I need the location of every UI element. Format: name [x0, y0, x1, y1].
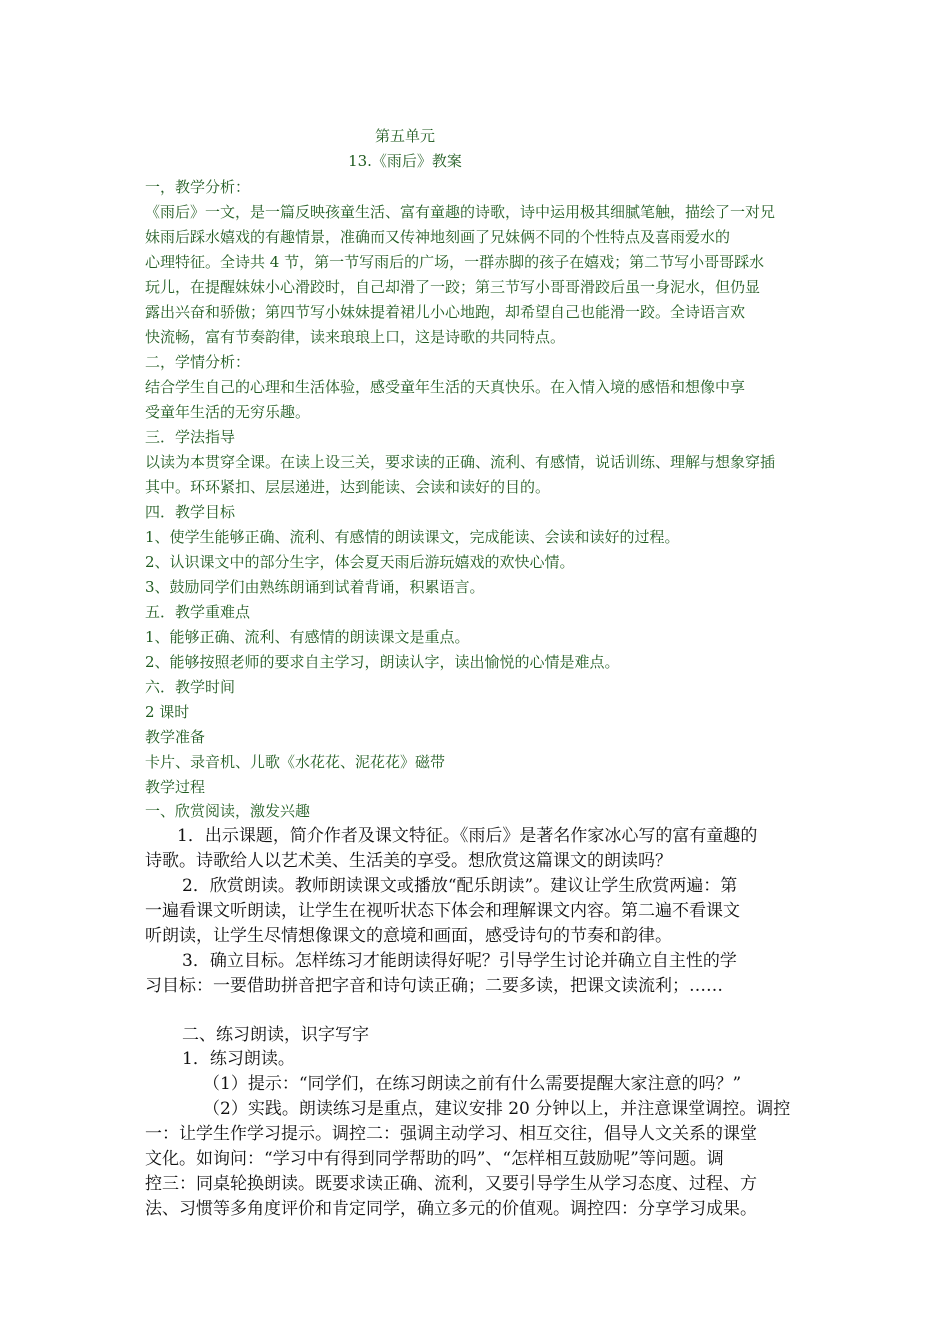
paragraph-line: 诗歌。诗歌给人以艺术美、生活美的享受。想欣赏这篇课文的朗读吗？: [145, 851, 672, 871]
method-paragraph: [145, 450, 810, 500]
prep-value: 卡片、录音机、儿歌《水花花、泥花花》磁带: [145, 753, 446, 771]
paragraph-line: 一遍看课文听朗读，让学生在视听状态下体会和理解课文内容。第二遍不看课文: [145, 901, 740, 921]
part2-tip: （1）提示：“同学们，在练习朗读之前有什么需要提醒大家注意的吗？”: [203, 1074, 742, 1094]
method-heading: 三．学法指导: [145, 428, 236, 446]
paragraph-line: 1．出示课题，简介作者及课文特征。《雨后》是著名作家冰心写的富有童趣的: [177, 826, 758, 846]
goal-item: 3、鼓励同学们由熟练朗诵到试着背诵，积累语言。: [145, 578, 485, 596]
analysis-line: 心理特征。全诗共 4 节，第一节写雨后的广场，一群赤脚的孩子在嬉戏；第二节写小哥哥踩水: [145, 253, 765, 271]
learner-line: 受童年生活的无穷乐趣。: [145, 403, 311, 421]
part2-sub-1: 1．练习朗读。: [182, 1049, 295, 1069]
prep-heading: 教学准备: [145, 728, 206, 746]
process-heading: 教学过程: [145, 778, 206, 796]
method-line: 以读为本贯穿全课。在读上设三关，要求读的正确、流利、有感情，说话训练、理解与想象穿插: [145, 453, 776, 471]
analysis-line: 露出兴奋和骄傲；第四节写小妹妹提着裙儿小心地跑，却希望自己也能滑一跤。全诗语言欢: [145, 303, 746, 321]
analysis-line: 妹雨后踩水嬉戏的有趣情景，准确而又传神地刻画了兄妹俩不同的个性特点及喜雨爱水的: [145, 228, 731, 246]
part2-practice: [145, 1097, 810, 1222]
time-heading: 六．教学时间: [145, 678, 236, 696]
paragraph-line: 习目标：一要借助拼音把字音和诗句读正确；二要多读，把课文读流利；……: [145, 976, 723, 996]
analysis-paragraph: [145, 200, 810, 350]
goals-heading: 四．教学目标: [145, 503, 236, 521]
lesson-title: 13.《雨后》教案: [348, 152, 462, 170]
goal-item: 1、使学生能够正确、流利、有感情的朗读课文，完成能读、会读和读好的过程。: [145, 528, 680, 546]
unit-title: 第五单元: [374, 127, 435, 145]
learner-heading: 二，学情分析：: [145, 353, 251, 371]
part1-item-3: [145, 949, 810, 999]
analysis-line: 快流畅，富有节奏韵律，读来琅琅上口，这是诗歌的共同特点。: [145, 328, 566, 346]
paragraph-line: 文化。如询问：“学习中有得到同学帮助的吗”、“怎样相互鼓励呢”等问题。调: [145, 1149, 724, 1169]
part2-heading: 二、练习朗读，识字写字: [182, 1025, 369, 1045]
paragraph-line: 3．确立目标。怎样练习才能朗读得好呢？引导学生讨论并确立自主性的学: [182, 951, 737, 971]
paragraph-line: 2．欣赏朗读。教师朗读课文或播放“配乐朗读”。建议让学生欣赏两遍：第: [182, 876, 738, 896]
part1-heading: 一、欣赏阅读，激发兴趣: [145, 802, 311, 820]
paragraph-line: 一：让学生作学习提示。调控二：强调主动学习、相互交往，倡导人文关系的课堂: [145, 1124, 757, 1144]
part1-item-1: [145, 824, 810, 874]
analysis-line: 玩儿，在提醒妹妹小心滑跤时，自己却滑了一跤；第三节写小哥哥滑跤后虽一身泥水，但仍显: [145, 278, 761, 296]
analysis-line: 《雨后》一文，是一篇反映孩童生活、富有童趣的诗歌，诗中运用极其细腻笔触，描绘了一对兄: [145, 203, 776, 221]
learner-line: 结合学生自己的心理和生活体验，感受童年生活的天真快乐。在入情入境的感悟和想像中享: [145, 378, 746, 396]
keypoint-item: 1、能够正确、流利、有感情的朗读课文是重点。: [145, 628, 470, 646]
time-value: 2 课时: [145, 703, 190, 721]
keypoints-heading: 五．教学重难点: [145, 603, 251, 621]
goal-item: 2、认识课文中的部分生字，体会夏天雨后游玩嬉戏的欢快心情。: [145, 553, 575, 571]
method-line: 其中。环环紧扣、层层递进，达到能读、会读和读好的目的。: [145, 478, 551, 496]
learner-paragraph: [145, 375, 810, 425]
analysis-heading: 一，教学分析：: [145, 178, 251, 196]
paragraph-line: 听朗读，让学生尽情想像课文的意境和画面，感受诗句的节奏和韵律。: [145, 926, 672, 946]
paragraph-line: 法、习惯等多角度评价和肯定同学，确立多元的价值观。调控四：分享学习成果。: [145, 1199, 757, 1219]
keypoint-item: 2、能够按照老师的要求自主学习，朗读认字，读出愉悦的心情是难点。: [145, 653, 620, 671]
part1-item-2: [145, 874, 810, 949]
paragraph-line: 控三：同桌轮换朗读。既要求读正确、流利，又要引导学生从学习态度、过程、方: [145, 1174, 757, 1194]
paragraph-line: （2）实践。朗读练习是重点，建议安排 20 分钟以上，并注意课堂调控。调控: [203, 1099, 791, 1119]
